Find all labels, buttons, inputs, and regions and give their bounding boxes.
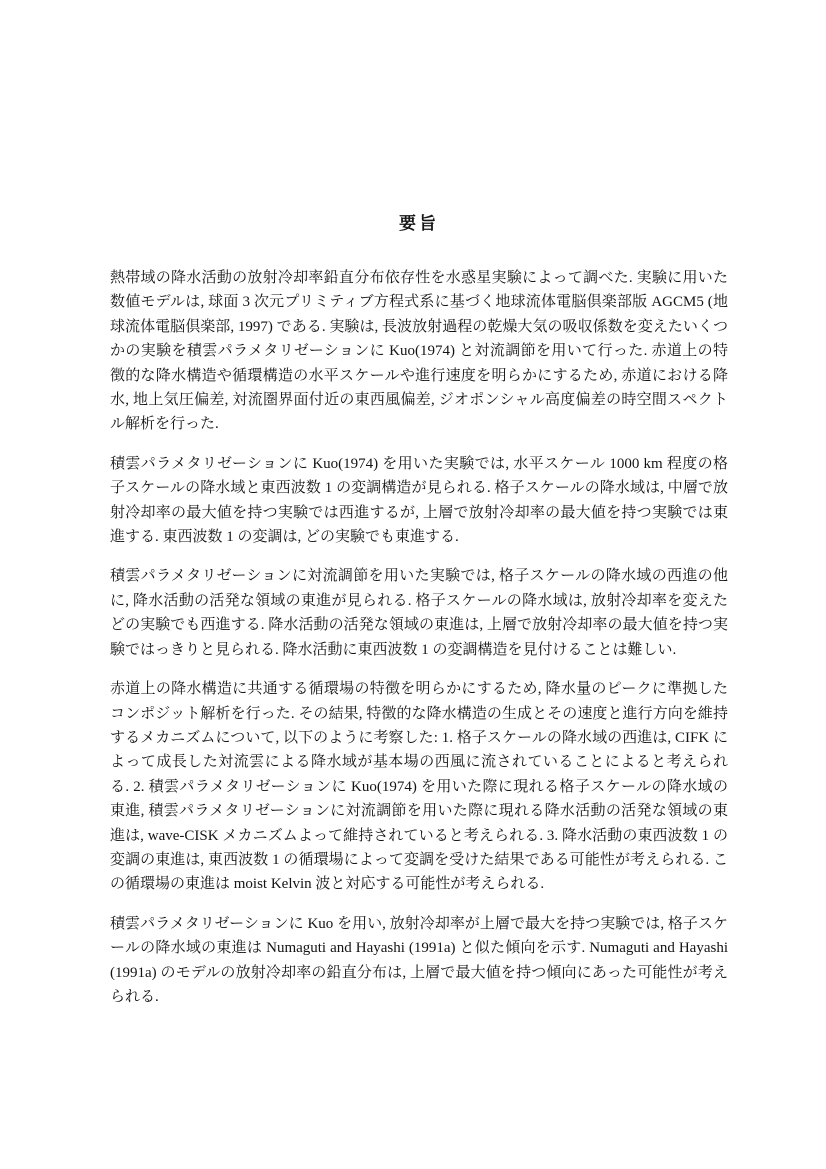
abstract-paragraph-4: 赤道上の降水構造に共通する循環場の特徴を明らかにするため, 降水量のピークに準拠したコンポジット解析を行った. その結果, 特徴的な降水構造の生成とその速度と進行方向を維持するメカニズムについて, 以下のように考察した: 1. 格子スケールの降水域の西進は, CIFK によって成長した対流雲による降水域が基本場の西風に流されていることによると考えられる. 2. 積雲パラメタリゼーションに Kuo(1974) を用いた際に現れる格子スケールの降水域の東進, 積雲パラメタリゼーションに対流調節を用いた際に現れる降水活動の活発な領域の東進は, wave-CISK メカニズムよって維持されていると考えられる. 3. 降水活動の東西波数 1 の変調の東進は, 東西波数 1 の循環場によって変調を受けた結果である可能性が考えられる. この循環場の東進は moist Kelvin 波と対応する可能性が考えられる. xyxy=(110,681,728,893)
abstract-paragraph-2: 積雲パラメタリゼーションに Kuo(1974) を用いた実験では, 水平スケール 1000 km 程度の格子スケールの降水域と東西波数 1 の変調構造が見られる. 格子スケールの降水域は, 中層で放射冷却率の最大値を持つ実験では西進するが, 上層で放射冷却率の最大値を持つ実験では東進する. 東西波数 1 の変調は, どの実験でも東進する. xyxy=(110,455,728,546)
abstract-heading: 要旨 xyxy=(399,214,439,233)
abstract-paragraph-5: 積雲パラメタリゼーションに Kuo を用い, 放射冷却率が上層で最大を持つ実験では, 格子スケールの降水域の東進は Numaguti and Hayashi (1991a) と似た傾向を示す. Numaguti and Hayashi (1991a) のモデルの放射冷却率の鉛直分布は, 上層で最大値を持つ傾向にあった可能性が考えられる. xyxy=(110,915,728,1005)
abstract-paragraph-1: 熱帯域の降水活動の放射冷却率鉛直分布依存性を水惑星実験によって調べた. 実験に用いた数値モデルは, 球面 3 次元プリミティブ方程式系に基づく地球流体電脳倶楽部版 AGCM5 (地球流体電脳倶楽部, 1997) である. 実験は, 長波放射過程の乾燥大気の吸収係数を変えたいくつかの実験を積雲パラメタリゼーションに Kuo(1974) と対流調節を用いて行った. 赤道上の特徴的な降水構造や循環構造の水平スケールや進行速度を明らかにするため, 赤道における降水, 地上気圧偏差, 対流圏界面付近の東西風偏差, ジオポンシャル高度偏差の時空間スペクトル解析を行った. xyxy=(110,270,728,433)
abstract-paragraph-3: 積雲パラメタリゼーションに対流調節を用いた実験では, 格子スケールの降水域の西進の他に, 降水活動の活発な領域の東進が見られる. 格子スケールの降水域は, 放射冷却率を変えたどの実験でも西進する. 降水活動の活発な領域の東進は, 上層で放射冷却率の最大値を持つ実験ではっきりと見られる. 降水活動に東西波数 1 の変調構造を見付けることは難しい. xyxy=(110,568,728,658)
abstract-body xyxy=(110,266,728,1024)
